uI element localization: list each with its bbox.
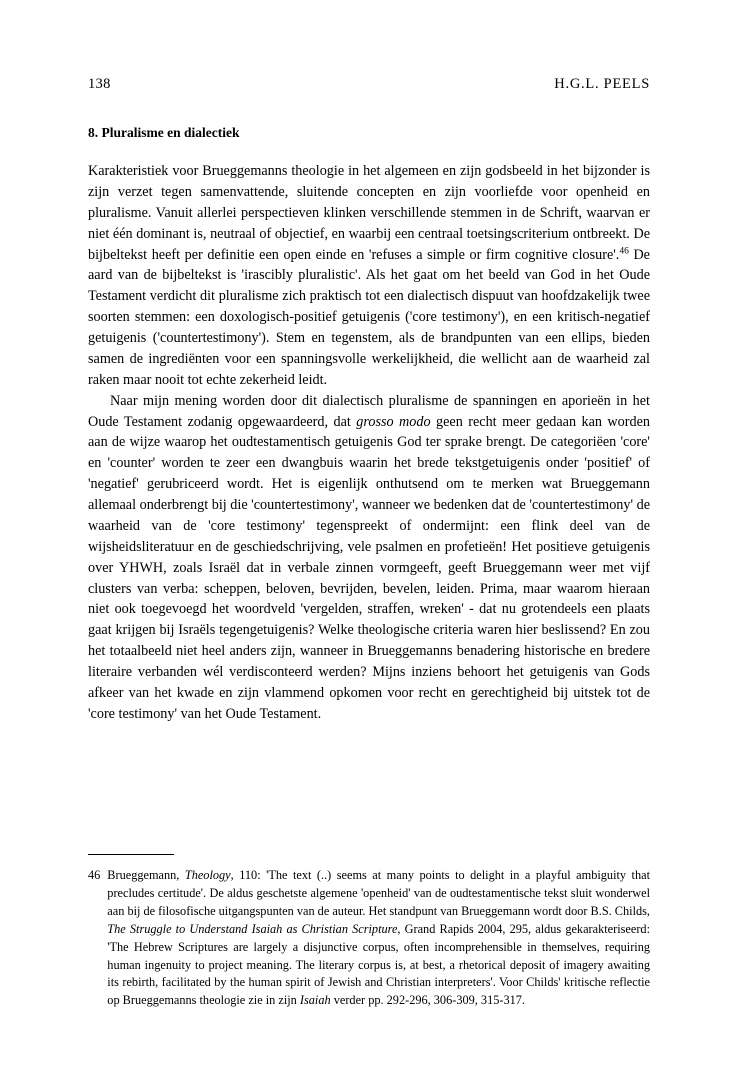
body-text xyxy=(88,161,650,725)
footnote-area xyxy=(88,854,650,1010)
running-title: H.G.L. PEELS xyxy=(554,76,650,92)
footnote-number: 46 xyxy=(88,868,101,883)
footnote-separator xyxy=(88,854,174,855)
footnote xyxy=(88,867,650,1010)
paragraph-1: Karakteristiek voor Brueggemanns theologie in het algemeen en zijn godsbeeld in het bijzonder is zijn verzet tegen samenvattende, sluitende concepten en zijn voorliefde voor openheid en pluralisme. Vanuit allerlei perspectieven klinken verschillende stemmen in de Schrift, waarvan er niet één dominant is, neutraal of objectief, en waarbij een centraal toetsingscriterium ontbreekt. De bijbeltekst heeft per definitie een open einde en 'refuses a simple or firm cognitive closure'.$^{46}$ De aard van de bijbeltekst is 'irascibly pluralistic'. Als het gaat om het beeld van God in het Oude Testament verdicht dit pluralisme zich praktisch tot een dialectisch dispuut van hoofdzakelijk twee soorten stemmen: een doxologisch-positief getuigenis ('core testimony'), en een kritisch-negatief getuigenis ('countertestimony'). Stem en tegenstem, als de brandpunten van een ellips, bieden samen de ingrediënten voor een spanningsvolle werkelijkheid, die wellicht aan de waarheid zal raken maar nooit tot echte zekerheid leidt. xyxy=(88,163,650,388)
page-number: 138 xyxy=(88,76,111,92)
section-heading: 8. Pluralisme en dialectiek xyxy=(88,125,240,140)
running-header xyxy=(88,76,650,93)
footnote-text: Brueggemann, Theology, 110: 'The text (..) seems at many points to delight in a playful ambiguity that precludes certitude'. De aldus geschetste algemene 'openheid' van de oudtestamentische tekst sluit wonderwel aan bij de filosofische uitgangspunten van de auteur. Het standpunt van Brueggemann wordt door B.S. Childs, The Struggle to Understand Isaiah as Christian Scripture, Grand Rapids 2004, 295, aldus gekarakteriseerd: 'The Hebrew Scriptures are largely a disjunctive corpus, often incomprehensible in themselves, requiring human ingenuity to project meaning. The literary corpus is, at best, a rhetorical deposit of imagery awaiting its rebirth, facilitated by the human spirit of Jewish and Christian interpreters'. Voor Childs' kritische reflectie op Brueggemanns theologie zie in zijn Isaiah verder pp. 292-296, 306-309, 315-317. xyxy=(107,868,650,1008)
paragraph-2: Naar mijn mening worden door dit dialectisch pluralisme de spanningen en aporieën in het Oude Testament zodanig opgewaardeerd, dat grosso modo geen recht meer gedaan kan worden aan de wijze waarop het oudtestamentisch getuigenis God ter sprake brengt. De categoriëen 'core' en 'counter' worden te zeer een dwangbuis waarin het brede tekstgetuigenis onder 'positief' of 'negatief' gerubriceerd wordt. Het is eigenlijk onthutsend om te merken wat Brueggemann allemaal onderbrengt bij die 'countertestimony', wanneer we bedenken dat de 'countertestimony' de waarheid van de 'core testimony' tegenspreekt of ondermijnt: een flink deel van de wijsheidsliteratuur en de geschiedschrijving, vele psalmen en profetieën! Het positieve getuigenis over YHWH, zoals Israël dat in verbale zinnen vormgeeft, geeft Brueggemann weer met vijf clusters van verba: scheppen, beloven, bevrijden, bevelen, leiden. Prima, maar waarom hieraan niet ook toegevoegd het woordveld 'vergelden, straffen, wreken' - dat nu grotendeels een plaats gaat krijgen bij Israëls tegengetuigenis? Welke theologische criteria waren hier beslissend? En zou het totaalbeeld niet heel anders zijn, wanneer in Brueggemanns benadering historische en bredere literaire verbanden wél verdisconteerd werden? Mijns inziens behoort het getuigenis van Gods afkeer van het kwade en zijn vlammend opkomen voor recht en gerechtigheid bij uitstek tot de 'core testimony' van het Oude Testament. xyxy=(88,392,650,722)
